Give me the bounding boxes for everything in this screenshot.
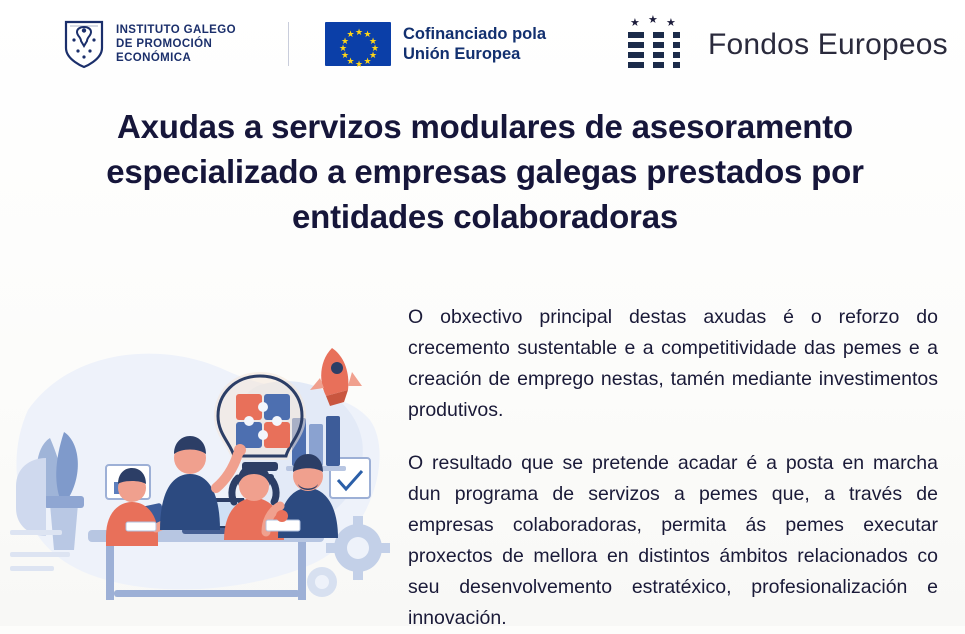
igape-label-line1: INSTITUTO GALEGO — [116, 24, 236, 36]
body-text — [408, 282, 938, 634]
eu-label — [403, 24, 546, 64]
eu-cofinancing-logo — [325, 22, 547, 69]
igape-label-line3: ECONÓMICA — [116, 52, 192, 64]
eu-label-line1: Cofinanciado pola — [403, 25, 547, 43]
igape-label — [116, 23, 236, 65]
fondos-europeos-mark-icon — [620, 14, 694, 76]
paragraph-2: O resultado que se pretende acadar é a posta en marcha dun programa de servizos a pemes que, a través de empresas colaboradoras, permita ás pemes executar proxectos de mellora en distintos ámbitos relacionados co seu desenvolvemento estratéxico, profesionalización e innovación. — [408, 451, 938, 629]
team-collaboration-illustration — [10, 290, 395, 620]
fondos-europeos-logo — [620, 14, 948, 76]
igape-label-line2: DE PROMOCIÓN — [116, 38, 213, 50]
european-union-flag-icon: ★ ★ ★ ★ ★ ★ ★ ★ ★ ★ ★ ★ — [325, 22, 391, 66]
fondos-europeos-label: Fondos Europeos — [708, 28, 948, 61]
svg-text:★: ★ — [666, 16, 676, 29]
logo-divider — [288, 22, 289, 66]
svg-text:★: ★ — [648, 14, 658, 26]
galicia-coat-of-arms-icon — [62, 18, 106, 70]
eu-label-line2: Unión Europea — [403, 45, 521, 63]
svg-text:★: ★ — [630, 16, 640, 29]
igape-logo — [62, 18, 236, 70]
paragraph-1: O obxectivo principal destas axudas é o reforzo do crecemento sustentable e a competitividade das pemes e a creación de emprego nestas, tamén mediante investimentos produtivos. — [408, 305, 938, 421]
logo-bar — [0, 8, 965, 86]
page-title: Axudas a servizos modulares de asesoramento especializado a empresas galegas prestados por entidades colaboradoras — [106, 108, 864, 235]
